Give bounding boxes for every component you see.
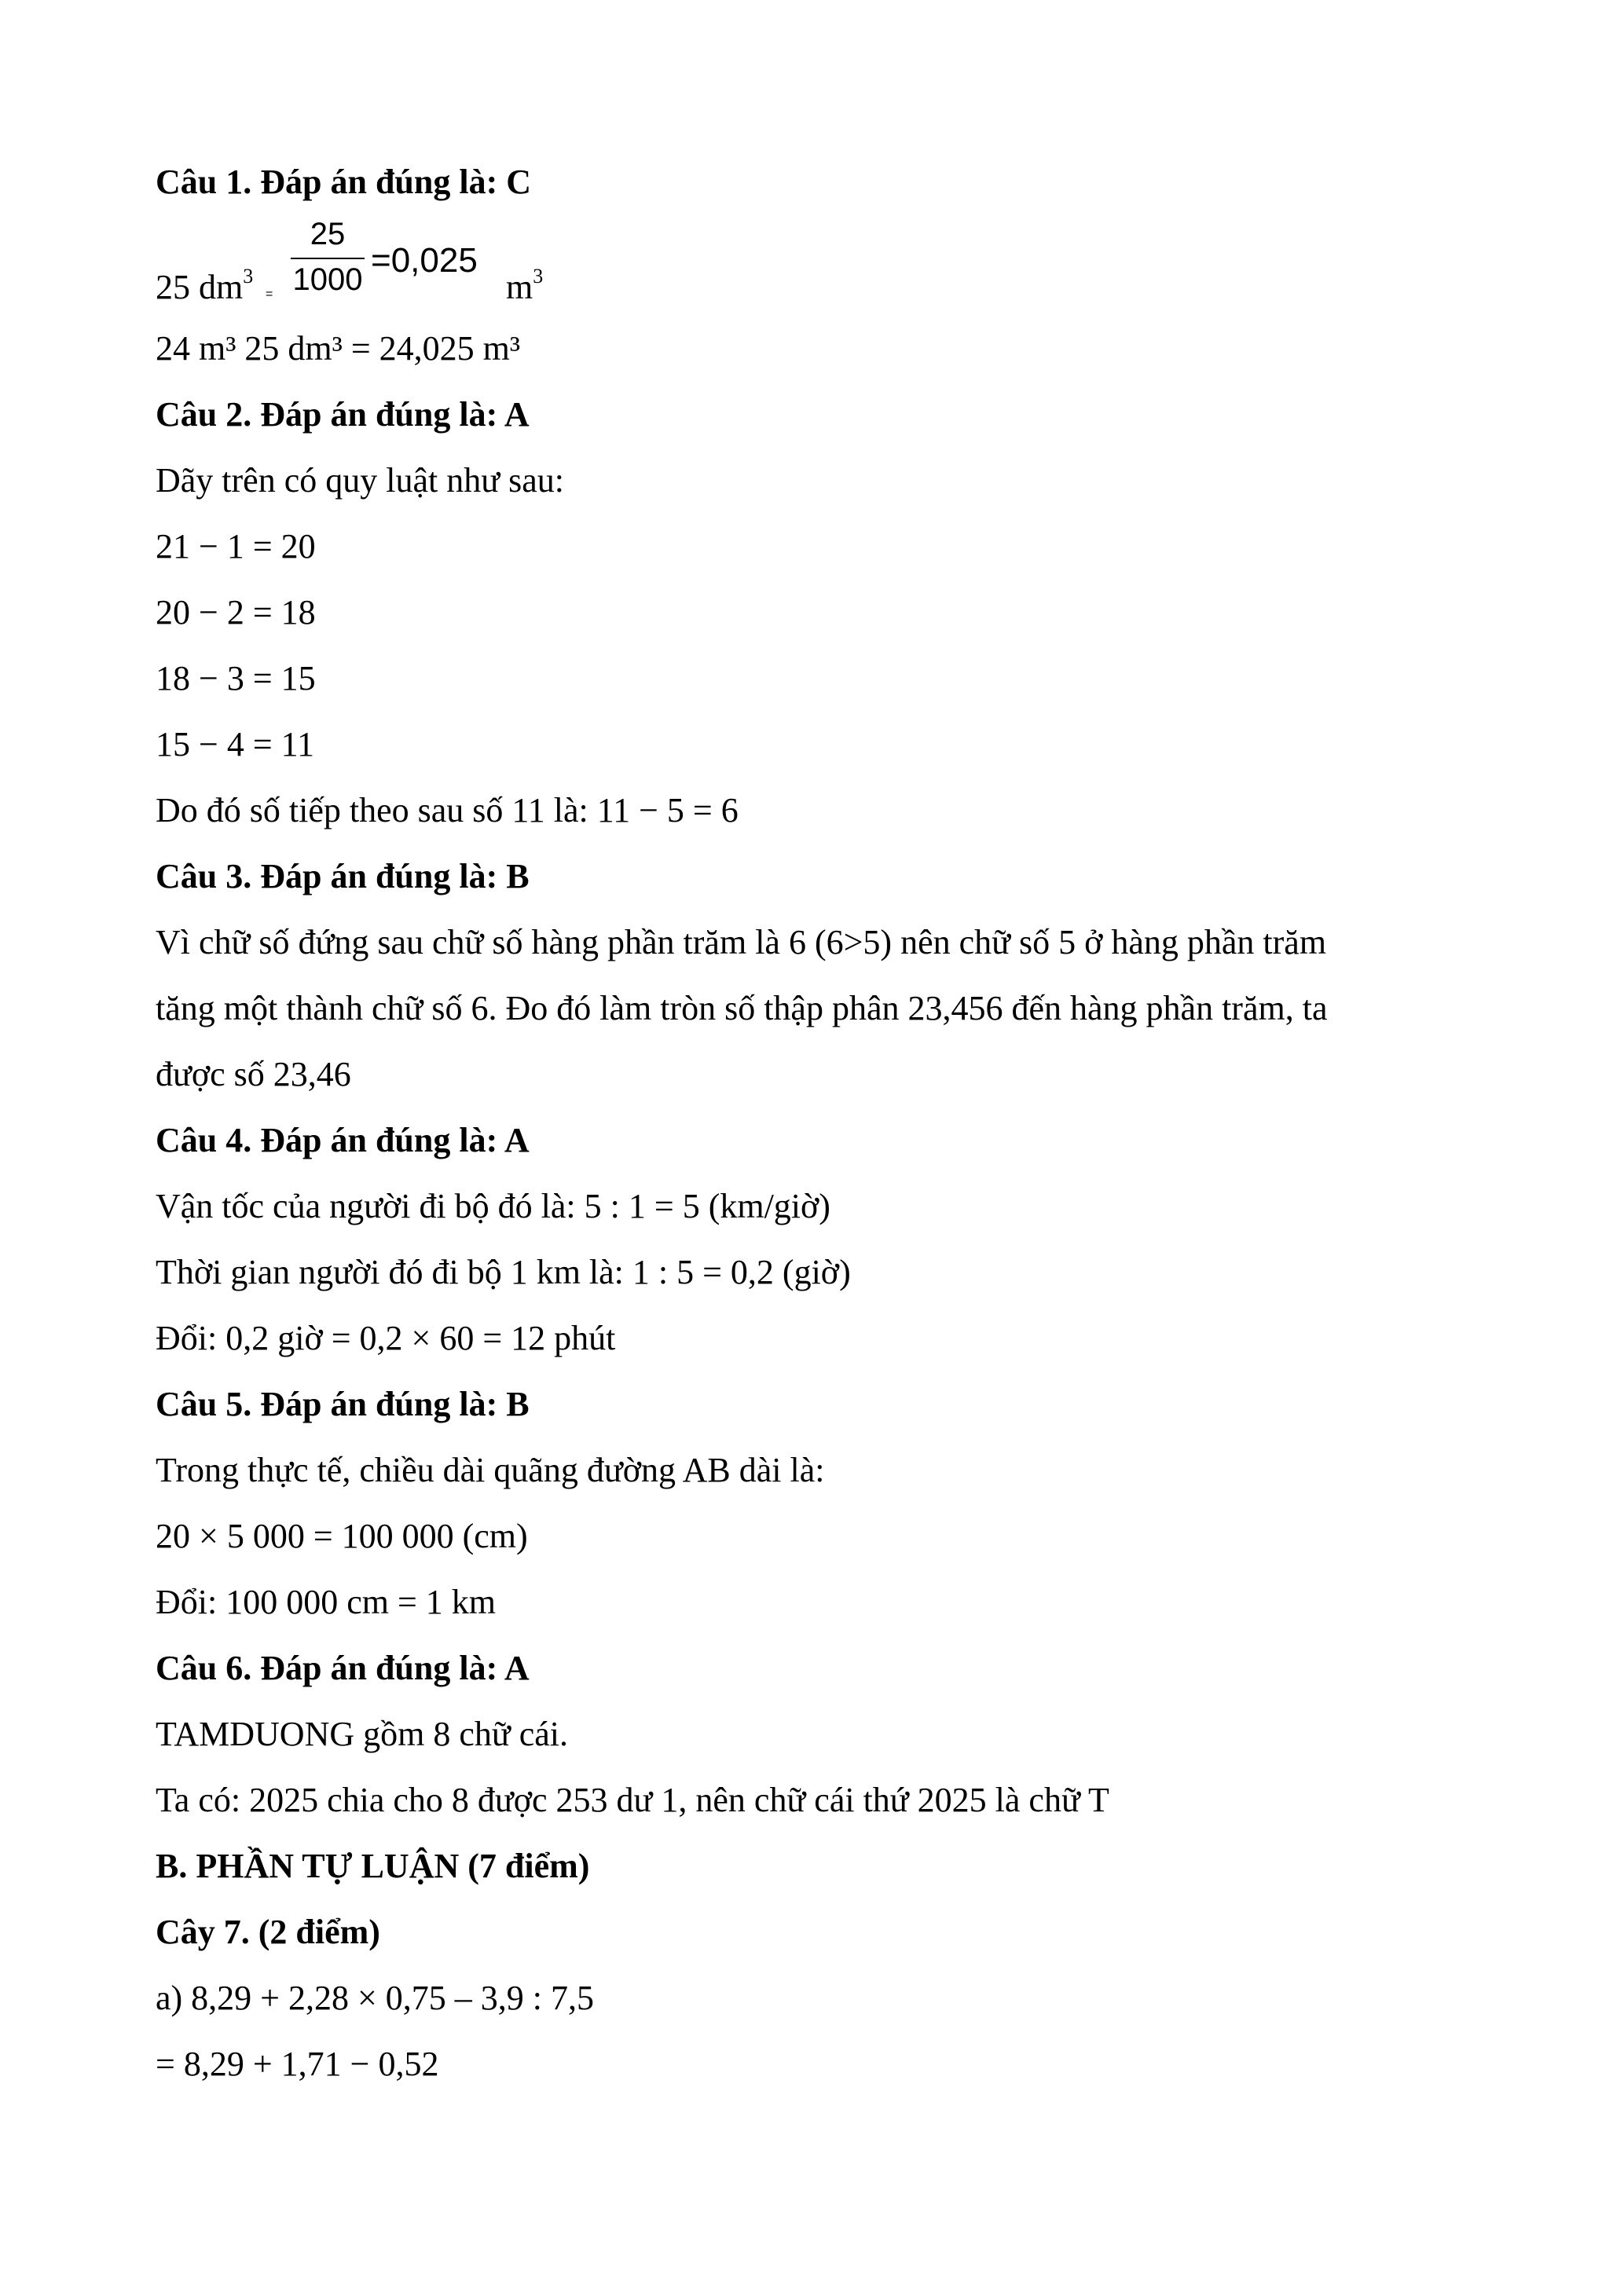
text-line: a) 8,29 + 2,28 × 0,75 – 3,9 : 7,5	[156, 1979, 595, 2017]
section-heading: B. PHẦN TỰ LUẬN (7 điểm)	[156, 1847, 590, 1885]
text-line: Vận tốc của người đi bộ đó là: 5 : 1 = 5 (km/giờ)	[156, 1187, 830, 1225]
question-3-answer: Câu 3. Đáp án đúng là: B	[156, 857, 530, 895]
text-line: Ta có: 2025 chia cho 8 được 253 dư 1, nên chữ cái thứ 2025 là chữ T	[156, 1781, 1109, 1819]
fraction-bar	[291, 258, 365, 259]
fraction-lhs: 25 $dm^3$	[156, 265, 254, 306]
text-line: Do đó số tiếp theo sau số 11 là: 11 − 5 = 6	[156, 791, 739, 829]
fraction	[291, 215, 365, 297]
text-line: 20 − 2 = 18	[156, 593, 316, 632]
text-line: 18 − 3 = 15	[156, 659, 316, 698]
question-5-answer: Câu 5. Đáp án đúng là: B	[156, 1385, 530, 1423]
text-line: được số 23,46	[156, 1055, 351, 1093]
text-line: Vì chữ số đứng sau chữ số hàng phần trăm là 6 (6>5) nên chữ số 5 ở hàng phần trăm	[156, 923, 1327, 961]
unit-conversion-line: 24 m³ 25 dm³ = 24,025 m³	[156, 329, 521, 368]
text-line: Đổi: 0,2 giờ = 0,2 × 60 = 12 phút	[156, 1319, 616, 1357]
text-line: 15 − 4 = 11	[156, 725, 314, 764]
text-line: 20 × 5 000 = 100 000 (cm)	[156, 1517, 528, 1555]
question-1-answer: Câu 1. Đáp án đúng là: C	[156, 163, 532, 201]
text-line: Dãy trên có quy luật như sau:	[156, 461, 564, 500]
fraction-denominator: 1000	[292, 262, 363, 297]
question-4-answer: Câu 4. Đáp án đúng là: A	[156, 1121, 530, 1159]
text-line: Thời gian người đó đi bộ 1 km là: 1 : 5 = 0,2 (giờ)	[156, 1253, 851, 1291]
document-page	[156, 149, 1491, 2097]
fraction-equals-small: =	[266, 287, 273, 301]
fraction-unit: $m^3$	[506, 265, 544, 306]
fraction-conversion	[156, 215, 1491, 316]
question-6-answer: Câu 6. Đáp án đúng là: A	[156, 1649, 530, 1687]
fraction-result: =0,025	[371, 241, 478, 280]
text-line: 21 − 1 = 20	[156, 527, 316, 566]
fraction-numerator: 25	[310, 217, 346, 251]
text-line: Đổi: 100 000 cm = 1 km	[156, 1583, 497, 1621]
question-7-heading: Cây 7. (2 điểm)	[156, 1913, 380, 1951]
text-line: = 8,29 + 1,71 − 0,52	[156, 2045, 439, 2083]
text-line: TAMDUONG gồm 8 chữ cái.	[156, 1715, 569, 1753]
text-line: Trong thực tế, chiều dài quãng đường AB dài là:	[156, 1451, 825, 1489]
text-line: tăng một thành chữ số 6. Đo đó làm tròn số thập phân 23,456 đến hàng phần trăm, ta	[156, 989, 1328, 1027]
question-2-answer: Câu 2. Đáp án đúng là: A	[156, 395, 530, 434]
